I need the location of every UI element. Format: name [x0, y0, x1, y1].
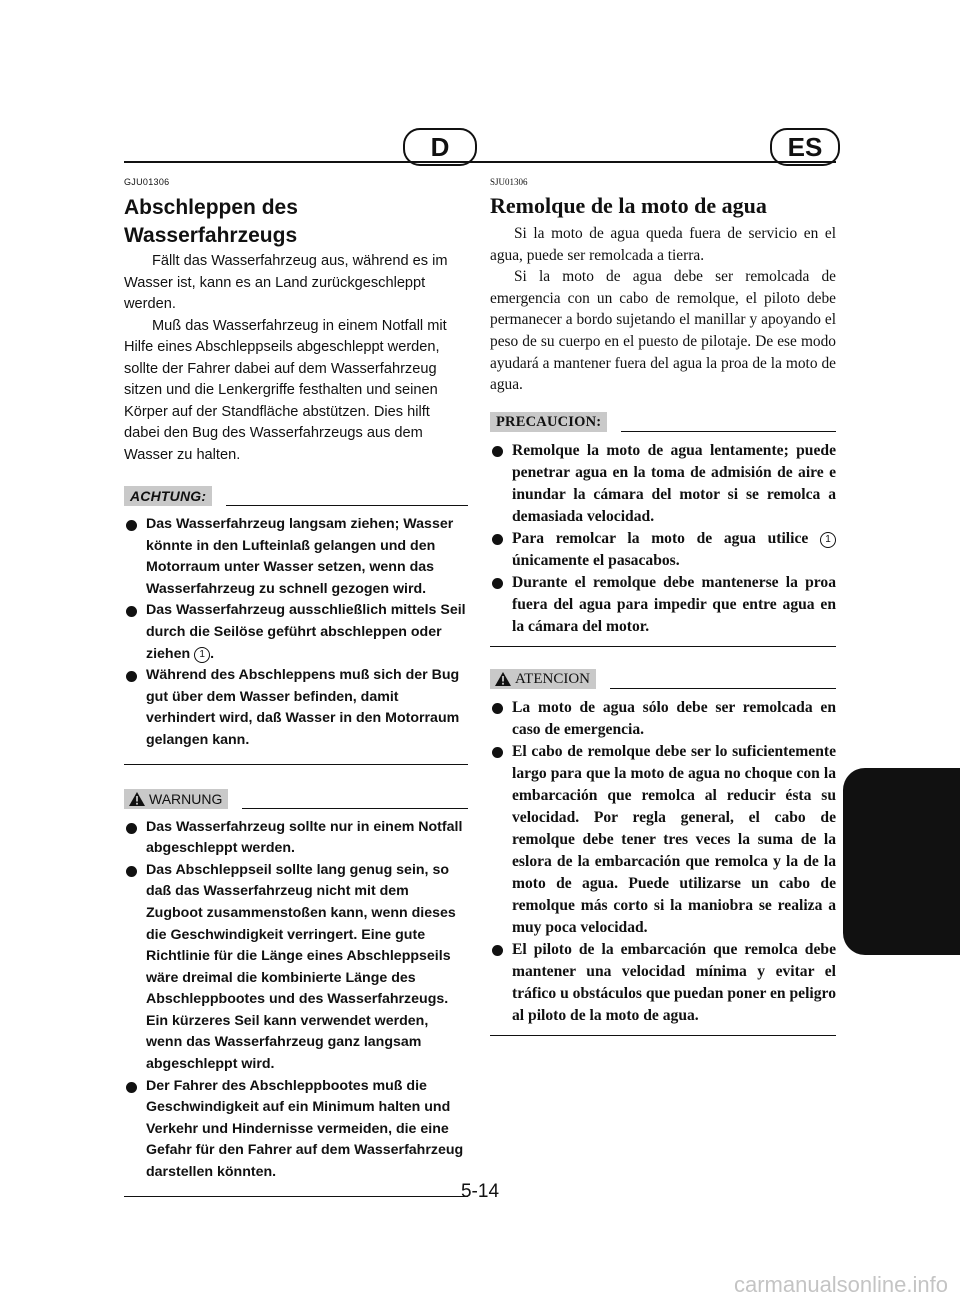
list-item	[490, 939, 836, 1027]
section-code: SJU01306	[490, 177, 528, 187]
caution-end-rule	[124, 764, 468, 765]
bullet-icon	[492, 578, 503, 589]
caution-header	[124, 480, 468, 506]
bullet-icon	[126, 866, 137, 877]
warning-badge	[124, 789, 228, 809]
chapter-tab	[843, 768, 960, 955]
list-item-text: La moto de agua sólo debe ser remolcada en caso de emergencia.	[512, 698, 836, 738]
list-item-text: Para remolcar la moto de agua utilice	[512, 529, 809, 547]
bullet-icon	[492, 945, 503, 956]
paragraph-2: Muß das Wasserfahrzeug in einem Notfall mit Hilfe eines Abschleppseils abgeschleppt werden, sollte der Fahrer dabei auf dem Wasserfahrzeug sitzen und die Lenkergriffe festhalten und seinen Körper auf der Standfläche abstützen. Dies hilft dabei den Bug des Wasserfahrzeugs aus dem Wasser zu halten.	[124, 317, 447, 463]
caution-label: ACHTUNG:	[124, 486, 212, 506]
list-item-text: Das Wasserfahrzeug ausschließlich mittels Seil durch die Seilöse geführt abschleppen oder ziehen	[146, 602, 466, 662]
language-badge-de: D	[403, 128, 477, 166]
warning-rule	[610, 688, 836, 689]
list-item-text: El piloto de la embarcación que remolca debe mantener una velocidad mínima y evitar el tráfico u obstáculos que puedan poner en peligro al piloto de la moto de agua.	[512, 940, 836, 1024]
watermark: carmanualsonline.info	[733, 1272, 948, 1297]
list-item-text: Das Wasserfahrzeug sollte nur in einem Notfall abgeschleppt werden.	[146, 818, 463, 857]
list-item-text: únicamente el pasacabos.	[512, 551, 680, 569]
list-item	[490, 440, 836, 528]
language-badge-es: ES	[770, 128, 840, 166]
list-item	[124, 514, 468, 600]
section-title: Remolque de la moto de agua	[490, 193, 767, 218]
bullet-icon	[492, 446, 503, 457]
list-item-text: Während des Abschleppens muß sich der Bug gut über dem Wasser befinden, damit verhindert wird, daß Wasser in den Motorraum gelangen kann.	[146, 667, 460, 748]
list-item	[490, 697, 836, 741]
bullet-icon	[492, 534, 503, 545]
section-title	[124, 194, 468, 250]
list-item	[124, 817, 468, 860]
caution-list	[490, 440, 836, 638]
warning-badge	[490, 669, 596, 689]
reference-number-icon: 1	[194, 647, 210, 663]
warning-label: ATENCION	[515, 670, 590, 687]
list-item-text: Durante el remolque debe mantenerse la proa fuera del agua para impedir que entre agua en la cámara del motor.	[512, 573, 836, 635]
warning-rule	[242, 808, 468, 809]
bullet-icon	[126, 823, 137, 834]
caution-end-rule	[490, 646, 836, 647]
caution-list	[124, 514, 468, 752]
warning-triangle-icon	[128, 791, 146, 807]
german-column	[124, 177, 468, 1197]
title-line-1: Abschleppen des	[124, 196, 298, 219]
caution-header	[490, 406, 836, 432]
caution-rule	[226, 505, 468, 506]
list-item-text: El cabo de remolque debe ser lo suficientemente largo para que la moto de agua no choque con la embarcación que remolca al reducir ésta su velocidad. Por regla general, el cabo de remolque debe tener tres veces la suma de la eslora de la embarcación que remolca y la de la moto de agua. Puede utilizarse un cabo de remolque más corto si la maniobra se realiza a muy poca velocidad.	[512, 742, 836, 936]
bullet-icon	[492, 747, 503, 758]
section-code: GJU01306	[124, 177, 170, 187]
list-item	[124, 665, 468, 751]
title-line-2: Wasserfahrzeugs	[124, 224, 298, 247]
warning-end-rule	[490, 1035, 836, 1036]
paragraph-1: Fällt das Wasserfahrzeug aus, während es im Wasser ist, kann es an Land zurückgeschleppt werden.	[124, 253, 448, 312]
list-item	[490, 572, 836, 638]
bullet-icon	[126, 520, 137, 531]
caution-rule	[621, 431, 836, 432]
list-item-text: Das Abschleppseil sollte lang genug sein, so daß das Wasserfahrzeug nicht mit dem Zugboot zusammenstoßen kann, wenn dieses die Geschwindigkeit verringert. Eine gute Richtlinie für die Länge eines Abschleppseils wäre dreimal die kombinierte Länge des Abschleppbootes und des Wasserfahrzeugs. Ein kürzeres Seil kann verwendet werden, wenn das Wasserfahrzeug ganz langsam abgeschleppt wird.	[146, 861, 456, 1073]
list-item	[490, 528, 836, 572]
reference-number-icon: 1	[820, 532, 836, 548]
bullet-icon	[126, 671, 137, 682]
warning-header	[124, 783, 468, 809]
list-item	[124, 1076, 468, 1184]
warning-label: WARNUNG	[149, 790, 223, 807]
bullet-icon	[126, 1082, 137, 1093]
page-number: 5-14	[460, 1181, 500, 1202]
list-item	[124, 860, 468, 1076]
list-item	[490, 741, 836, 939]
warning-list	[124, 817, 468, 1184]
warning-triangle-icon	[494, 671, 512, 687]
warning-list	[490, 697, 836, 1027]
paragraph-1: Si la moto de agua queda fuera de servicio en el agua, puede ser remolcada a tierra.	[490, 225, 836, 264]
paragraph-2: Si la moto de agua debe ser remolcada de emergencia con un cabo de remolque, el piloto debe permanecer a bordo sujetando el manillar y apoyando el peso de su cuerpo en el puesto de pilotaje. De ese modo ayudará a mantener fuera del agua la proa de la moto de agua.	[490, 268, 836, 394]
list-item-text: Remolque la moto de agua lentamente; puede penetrar agua en la toma de admisión de aire e inundar la cámara del motor si se remolca a demasiada velocidad.	[512, 441, 836, 525]
warning-header	[490, 663, 836, 689]
header-rule	[124, 161, 836, 163]
caution-label: PRECAUCION:	[490, 412, 607, 432]
list-item-text: Das Wasserfahrzeug langsam ziehen; Wasser könnte in den Lufteinlaß gelangen und den Motorraum unter Wasser setzen, wenn das Wasserfahrzeug zu schnell gezogen wird.	[146, 516, 454, 597]
list-item-text: Der Fahrer des Abschleppbootes muß die Geschwindigkeit auf ein Minimum halten und Verkehr und Hindernisse vermeiden, die eine Gefahr für den Fahrer auf dem Wasserfahrzeug darstellen könnten.	[146, 1077, 464, 1181]
bullet-icon	[126, 606, 137, 617]
list-item: Das Wasserfahrzeug ausschließlich mittels Seil durch die Seilöse geführt abschleppen oder ziehen 1 .	[124, 600, 468, 665]
spanish-column	[490, 177, 836, 1036]
bullet-icon	[492, 703, 503, 714]
